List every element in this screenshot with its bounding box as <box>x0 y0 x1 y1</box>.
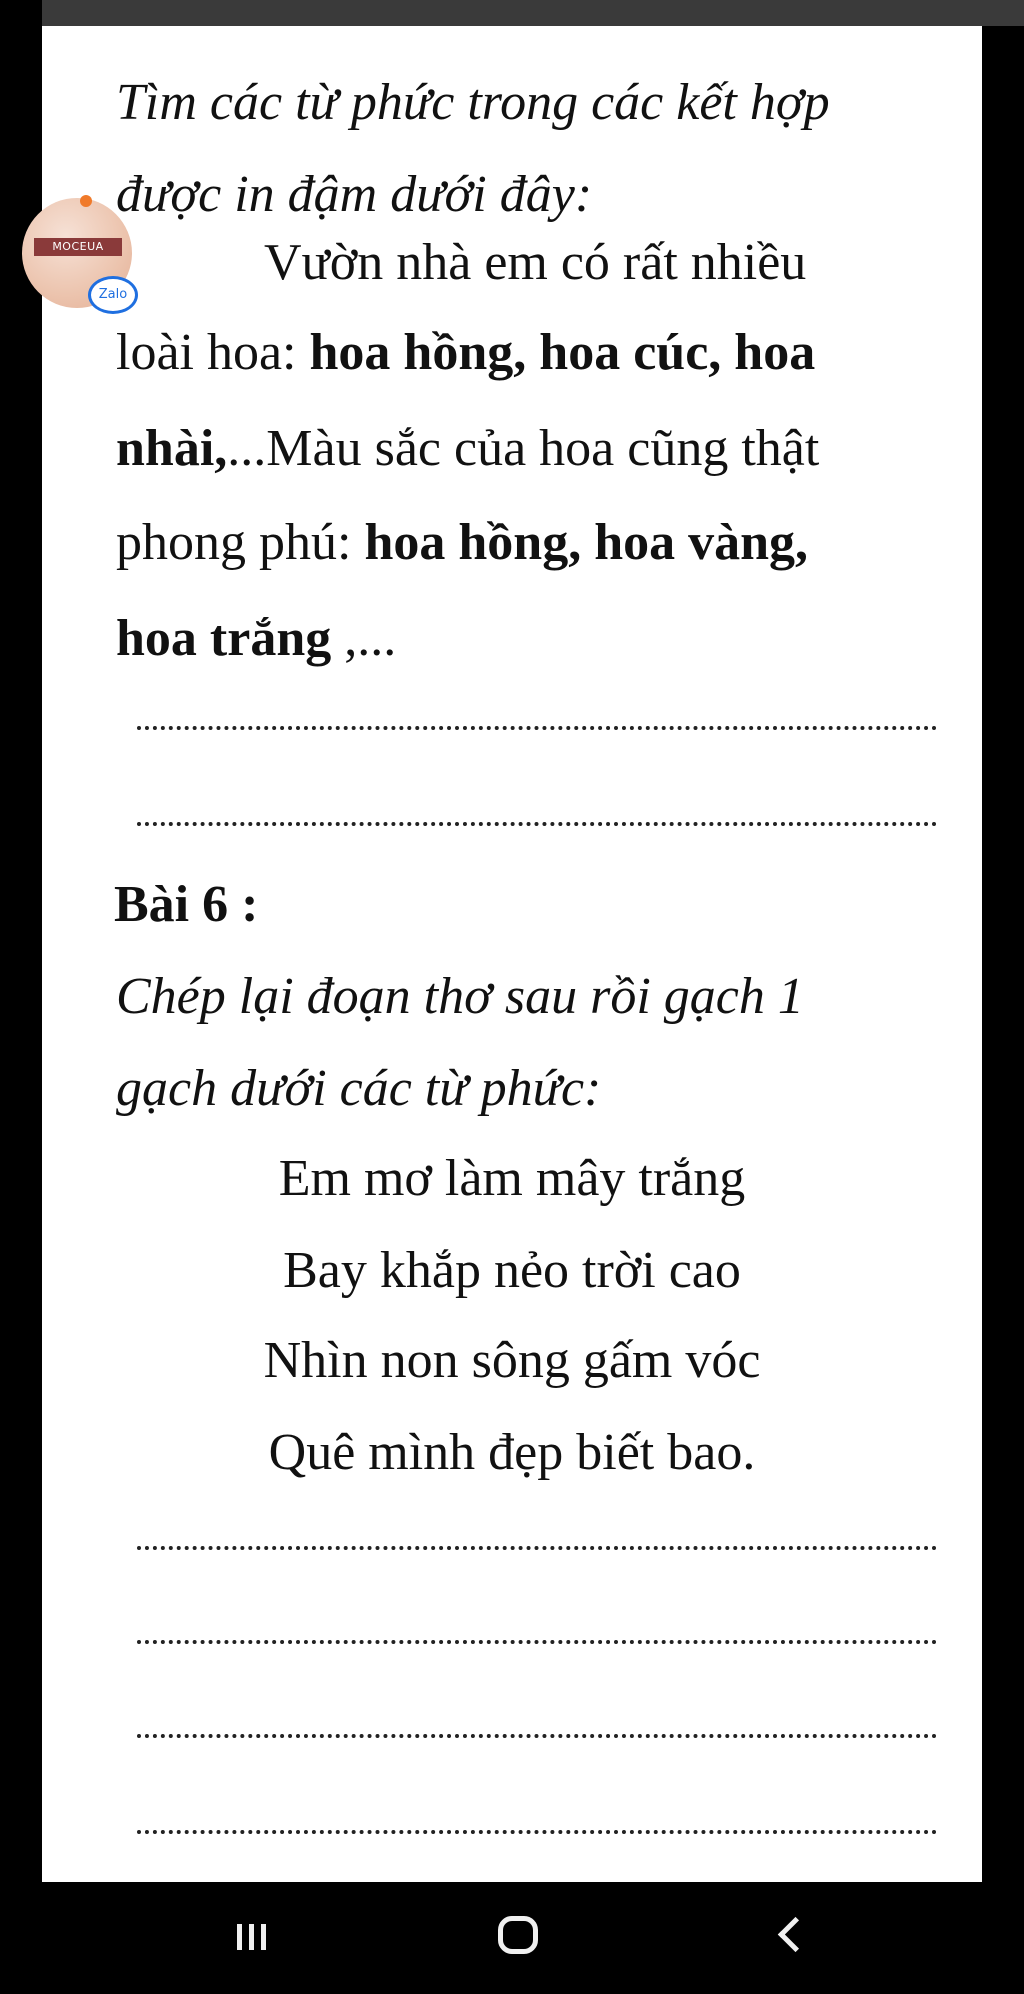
recents-button[interactable] <box>215 1902 295 1972</box>
poem-line-1: Em mơ làm mây trắng <box>278 1150 746 1207</box>
passage-line-3-plain: ...Màu sắc của hoa cũng thật <box>227 420 820 477</box>
status-strip <box>42 0 1024 26</box>
bai6-instruction-line-2: gạch dưới các từ phức: <box>116 1060 602 1117</box>
passage-line-4-plain: phong phú: <box>116 514 365 571</box>
back-icon <box>778 1917 813 1952</box>
answer-line-1 <box>137 726 937 730</box>
navigation-bar <box>0 1882 1024 1994</box>
document-page <box>42 26 982 1882</box>
exercise-intro-line-1: Tìm các từ phức trong các kết hợp <box>116 74 830 131</box>
home-icon <box>498 1916 538 1954</box>
passage-line-4-bold: hoa hồng, hoa vàng, <box>364 514 809 571</box>
passage-line-5-plain: ,... <box>331 610 397 667</box>
passage-line-5 <box>116 610 396 667</box>
answer-line-6 <box>137 1830 937 1834</box>
recents-icon <box>237 1924 267 1950</box>
passage-line-2-plain: loài hoa: <box>116 324 310 381</box>
home-button[interactable] <box>483 1902 563 1972</box>
notification-dot <box>80 195 92 207</box>
answer-line-4 <box>137 1640 937 1644</box>
poem-line-2: Bay khắp nẻo trời cao <box>283 1242 741 1299</box>
passage-line-2 <box>116 324 815 381</box>
bai6-instruction-line-1: Chép lại đoạn thơ sau rồi gạch 1 <box>116 968 804 1025</box>
poem-line-4: Quê mình đẹp biết bao. <box>268 1424 756 1481</box>
answer-line-5 <box>137 1734 937 1738</box>
passage-line-2-bold: hoa hồng, hoa cúc, hoa <box>309 324 816 381</box>
passage-line-4 <box>116 514 808 571</box>
back-button[interactable] <box>755 1902 835 1972</box>
bai6-heading: Bài 6 : <box>114 876 259 933</box>
passage-line-3-bold: nhài, <box>116 420 228 477</box>
answer-line-2 <box>137 822 937 826</box>
passage-line-5-bold: hoa trắng <box>116 610 332 667</box>
passage-line-1: Vườn nhà em có rất nhiều <box>264 234 807 291</box>
answer-line-3 <box>137 1546 937 1550</box>
poem-line-3: Nhìn non sông gấm vóc <box>263 1332 761 1389</box>
exercise-intro-line-2: được in đậm dưới đây: <box>116 166 593 223</box>
badge-label: MOCEUA <box>34 238 122 256</box>
zalo-icon[interactable]: Zalo <box>88 276 138 314</box>
passage-line-3 <box>116 420 819 477</box>
